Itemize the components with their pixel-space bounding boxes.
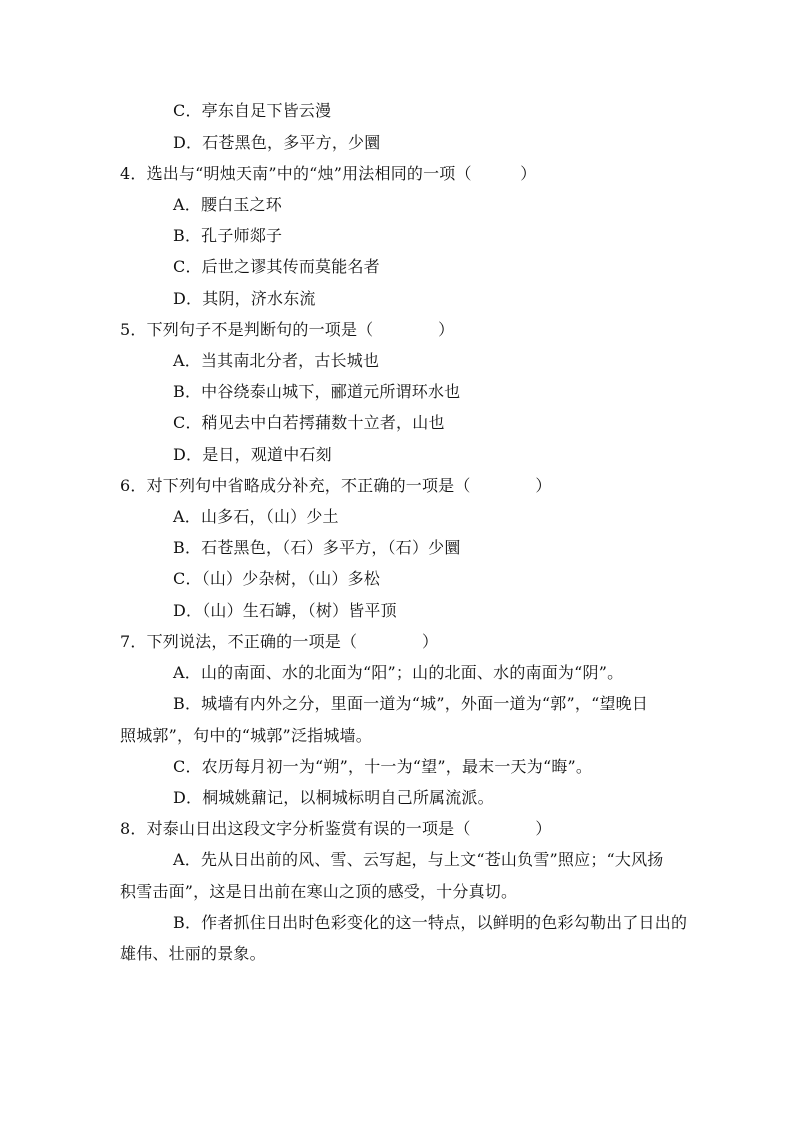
option-line: B．石苍黑色，（石）多平方，（石）少圜 bbox=[173, 538, 461, 557]
question-line: 4．选出与“明烛天南”中的“烛”用法相同的一项（ ） bbox=[120, 164, 537, 183]
option-line: C．后世之谬其传而莫能名者 bbox=[173, 257, 380, 276]
option-line: C．（山）少杂树，（山）多松 bbox=[173, 569, 381, 588]
option-line: D．桐城姚鼐记，以桐城标明自己所属流派。 bbox=[173, 788, 494, 807]
option-line: B．作者抓住日出时色彩变化的这一特点，以鲜明的色彩勾勒出了日出的 bbox=[173, 913, 688, 932]
option-line: A．当其南北分者，古长城也 bbox=[173, 351, 380, 370]
option-line: D．石苍黑色，多平方，少圜 bbox=[173, 133, 381, 152]
continuation-line: 积雪击面”，这是日出前在寒山之顶的感受，十分真切。 bbox=[120, 882, 518, 901]
option-line: B．孔子师郯子 bbox=[173, 226, 283, 245]
question-line: 6．对下列句中省略成分补充，不正确的一项是（ ） bbox=[120, 476, 552, 495]
option-line: D．是日，观道中石刻 bbox=[173, 445, 332, 464]
question-line: 7．下列说法，不正确的一项是（ ） bbox=[120, 632, 439, 651]
option-line: A．山多石，（山）少土 bbox=[173, 507, 339, 526]
option-line: C．农历每月初一为“朔”，十一为“望”，最末一天为“晦”。 bbox=[173, 757, 593, 776]
question-line: 8．对泰山日出这段文字分析鉴赏有误的一项是（ ） bbox=[120, 819, 552, 838]
question-line: 5．下列句子不是判断句的一项是（ ） bbox=[120, 320, 455, 339]
continuation-line: 照城郭”，句中的“城郭”泛指城墙。 bbox=[120, 726, 372, 745]
continuation-line: 雄伟、壮丽的景象。 bbox=[120, 944, 266, 963]
option-line: C．亭东自足下皆云漫 bbox=[173, 101, 332, 120]
option-line: A．先从日出前的风、雪、云写起，与上文“苍山负雪”照应；“大风扬 bbox=[173, 850, 664, 869]
option-line: D．其阴，济水东流 bbox=[173, 289, 316, 308]
option-line: A．腰白玉之环 bbox=[173, 195, 282, 214]
option-line: B．中谷绕泰山城下，郦道元所谓环水也 bbox=[173, 382, 461, 401]
option-line: D．（山）生石罅，（树）皆平顶 bbox=[173, 601, 397, 620]
option-line: A．山的南面、水的北面为“阳”；山的北面、水的南面为“阴”。 bbox=[173, 663, 624, 682]
option-line: C．稍见去中白若摴蒱数十立者，山也 bbox=[173, 413, 445, 432]
option-line: B．城墙有内外之分，里面一道为“城”，外面一道为“郭”，“望晚日 bbox=[173, 694, 649, 713]
